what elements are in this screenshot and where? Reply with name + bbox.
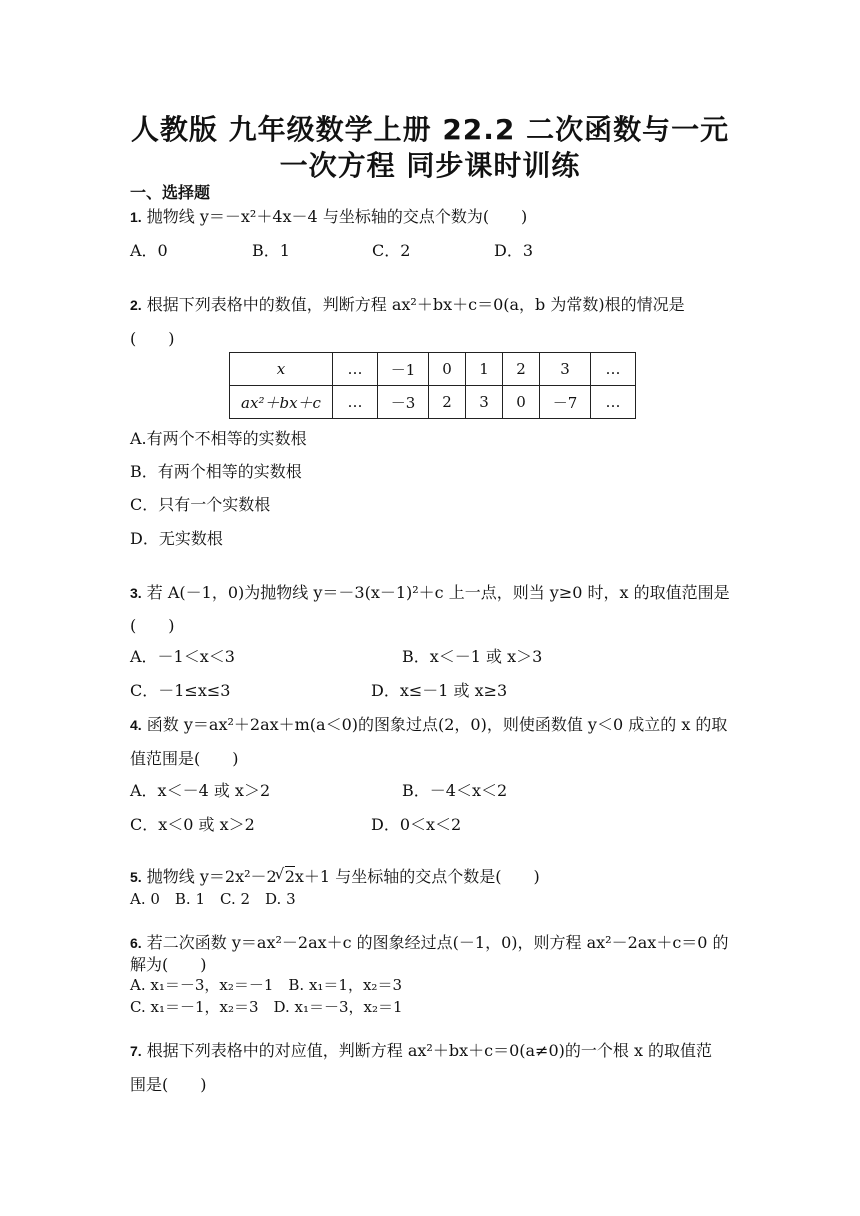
q5-options: A. 0 B. 1 C. 2 D. 3 bbox=[130, 890, 296, 908]
table-cell: ax²＋bx＋c bbox=[230, 386, 333, 419]
question-text-continued: 解为( ) bbox=[130, 955, 207, 974]
table-row bbox=[230, 353, 636, 386]
q3-option-a: A．－1＜x＜3 bbox=[130, 647, 235, 666]
table-cell: 0 bbox=[429, 353, 466, 386]
question-text: 若二次函数 y＝ax²－2ax＋c 的图象经过点(－1，0)，则方程 ax²－2ax＋c＝0 的 bbox=[146, 933, 729, 952]
question-text-continued: 围是( ) bbox=[130, 1075, 207, 1094]
question-number: 4. bbox=[130, 717, 142, 733]
table-cell: 3 bbox=[540, 353, 591, 386]
table-cell: … bbox=[591, 353, 636, 386]
table-cell: 2 bbox=[503, 353, 540, 386]
q3-option-b: B．x＜－1 或 x＞3 bbox=[402, 647, 543, 666]
table-cell: 2 bbox=[429, 386, 466, 419]
question-number: 6. bbox=[130, 935, 142, 951]
question-number: 5. bbox=[130, 869, 142, 885]
q1-option-b: B．1 bbox=[252, 241, 290, 260]
table-cell: －3 bbox=[378, 386, 429, 419]
table-row bbox=[230, 386, 636, 419]
question-7 bbox=[130, 1038, 712, 1061]
question-6 bbox=[130, 930, 729, 953]
question-5 bbox=[130, 864, 540, 887]
question-1 bbox=[130, 204, 527, 227]
table-cell: 1 bbox=[466, 353, 503, 386]
page-title-line1: 人教版 九年级数学上册 22.2 二次函数与一元 bbox=[130, 113, 730, 146]
question-number: 3. bbox=[130, 585, 142, 601]
table-cell: 0 bbox=[503, 386, 540, 419]
question-number: 1. bbox=[130, 209, 142, 225]
q4-option-c: C．x＜0 或 x＞2 bbox=[130, 815, 255, 834]
question-text: 函数 y＝ax²＋2ax＋m(a＜0)的图象过点(2，0)，则使函数值 y＜0 成立的 x 的取 bbox=[146, 715, 728, 734]
q2-option-a: A.有两个不相等的实数根 bbox=[130, 429, 307, 448]
question-number: 2. bbox=[130, 297, 142, 313]
question-text: 抛物线 y＝－x²＋4x－4 与坐标轴的交点个数为( ) bbox=[146, 207, 528, 226]
q3-option-d: D．x≤－1 或 x≥3 bbox=[371, 681, 508, 700]
section-heading: 一、选择题 bbox=[130, 183, 211, 202]
value-table bbox=[229, 352, 636, 419]
q4-option-b: B．－4＜x＜2 bbox=[402, 781, 508, 800]
q1-option-d: D．3 bbox=[494, 241, 534, 260]
question-text: 若 A(－1，0)为抛物线 y＝－3(x－1)²＋c 上一点，则当 y≥0 时，x 的取值范围是 bbox=[146, 583, 730, 602]
q3-option-c: C．－1≤x≤3 bbox=[130, 681, 231, 700]
table-cell: －7 bbox=[540, 386, 591, 419]
question-2 bbox=[130, 292, 685, 315]
question-text: 根据下列表格中的数值，判断方程 ax²＋bx＋c＝0(a，b 为常数)根的情况是 bbox=[146, 295, 685, 314]
q2-option-b: B．有两个相等的实数根 bbox=[130, 462, 302, 481]
question-text-continued: 值范围是( ) bbox=[130, 749, 239, 768]
table-cell: … bbox=[591, 386, 636, 419]
table-cell: x bbox=[230, 353, 333, 386]
question-number: 7. bbox=[130, 1043, 142, 1059]
question-text: 抛物线 y＝2x²－2 bbox=[146, 867, 277, 886]
question-paren: ( ) bbox=[130, 329, 175, 348]
q1-option-a: A．0 bbox=[130, 241, 168, 260]
q2-option-d: D．无实数根 bbox=[130, 529, 223, 548]
q6-options-line2: C. x₁＝－1，x₂＝3 D. x₁＝－3，x₂＝1 bbox=[130, 998, 403, 1016]
sqrt-radicand: 2 bbox=[284, 867, 295, 886]
q4-option-d: D．0＜x＜2 bbox=[371, 815, 462, 834]
q1-option-c: C．2 bbox=[372, 241, 411, 260]
q4-option-a: A．x＜－4 或 x＞2 bbox=[130, 781, 271, 800]
q6-options-line1: A. x₁＝－3，x₂＝－1 B. x₁＝1，x₂＝3 bbox=[130, 976, 402, 994]
sqrt-symbol bbox=[277, 867, 295, 886]
question-4 bbox=[130, 712, 727, 735]
table-cell: … bbox=[333, 386, 378, 419]
table-cell: －1 bbox=[378, 353, 429, 386]
table-cell: … bbox=[333, 353, 378, 386]
table-cell: 3 bbox=[466, 386, 503, 419]
page-title-line2: 一次方程 同步课时训练 bbox=[279, 149, 581, 182]
question-3 bbox=[130, 580, 730, 603]
question-text: 根据下列表格中的对应值，判断方程 ax²＋bx＋c＝0(a≠0)的一个根 x 的取值范 bbox=[146, 1041, 713, 1060]
q2-option-c: C．只有一个实数根 bbox=[130, 495, 271, 514]
question-paren: ( ) bbox=[130, 616, 175, 635]
question-text: x＋1 与坐标轴的交点个数是( ) bbox=[294, 867, 540, 886]
